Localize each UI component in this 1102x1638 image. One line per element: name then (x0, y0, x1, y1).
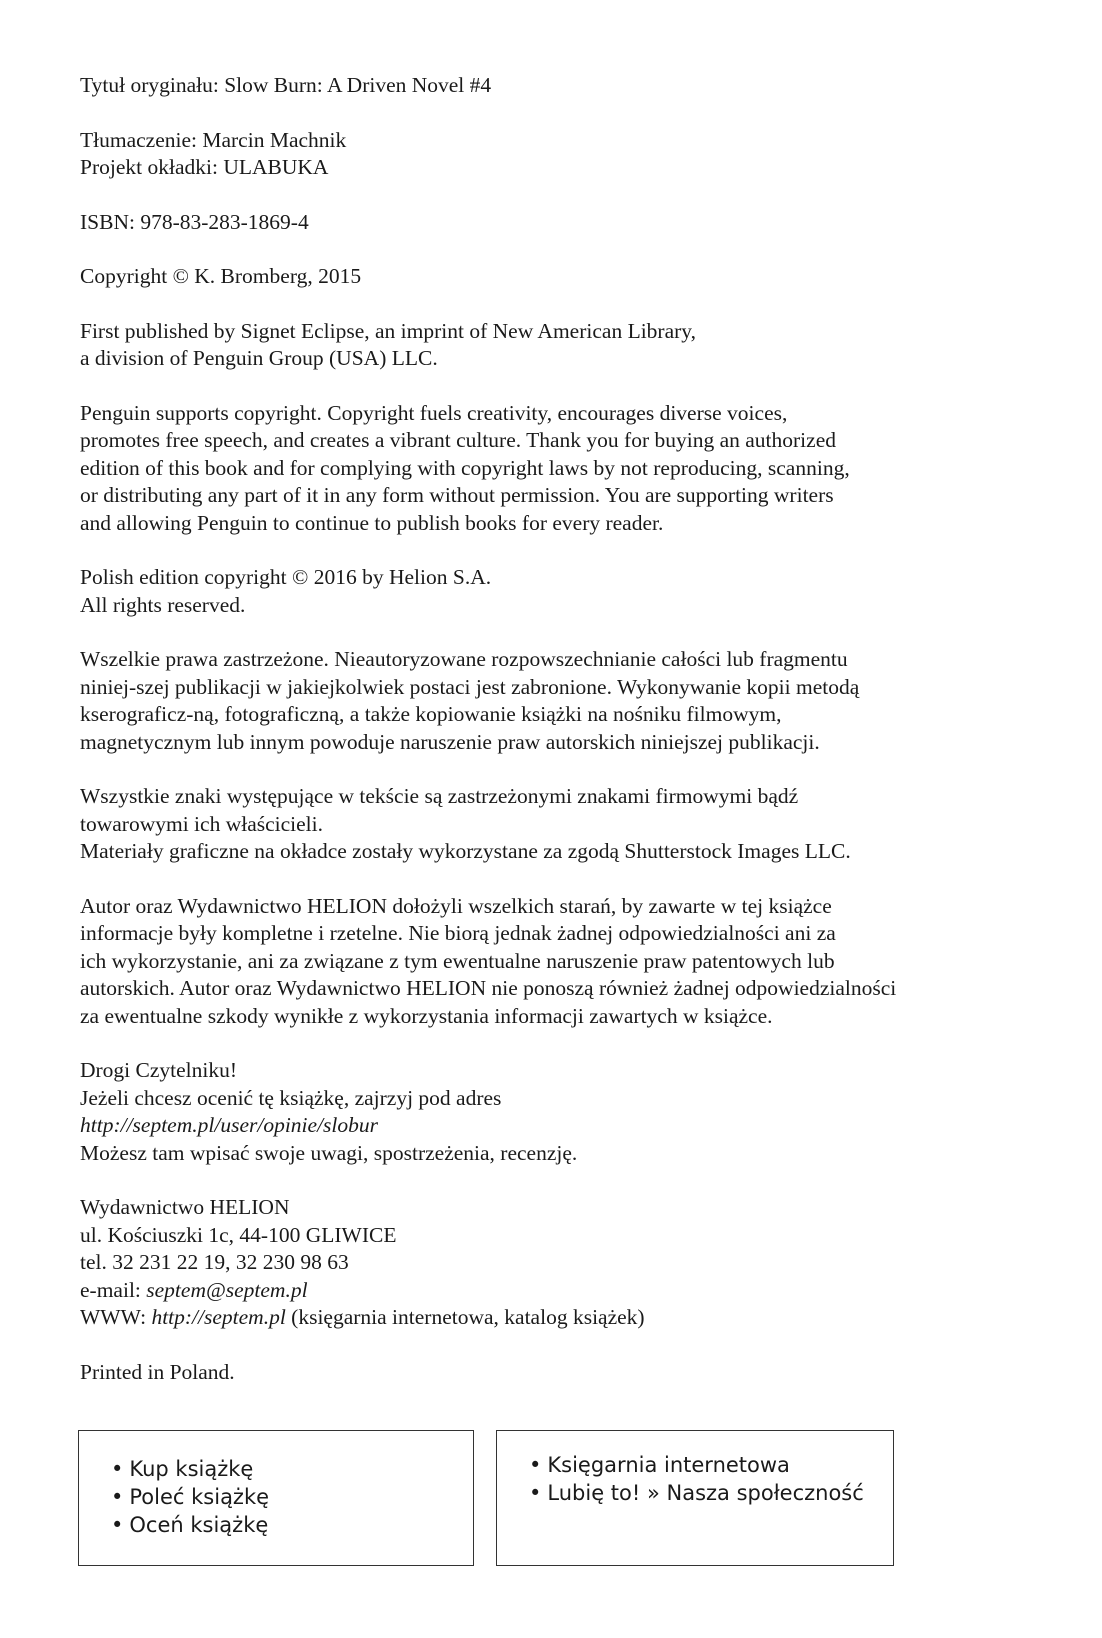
isbn-block (80, 209, 1040, 237)
like-community-link[interactable] (529, 1479, 893, 1507)
links-boxes (78, 1430, 894, 1566)
penguin-notice-line: edition of this book and for complying with copyright laws by not reproducing, scanning, (80, 455, 850, 480)
disclaimer-block (80, 893, 1040, 1031)
bullet: • (529, 1481, 542, 1505)
reader-block (80, 1057, 1040, 1167)
bullet: • (111, 1457, 124, 1481)
penguin-notice-block (80, 400, 1040, 538)
publisher-address: ul. Kościuszki 1c, 44-100 GLIWICE (80, 1222, 397, 1247)
disclaimer-line: Autor oraz Wydawnictwo HELION dołożyli wszelkich starań, by zawarte w tej książce (80, 893, 832, 918)
trademarks-line: Materiały graficzne na okładce zostały wykorzystane za zgodą Shutterstock Images LLC. (80, 839, 851, 863)
recommend-book-link[interactable] (111, 1483, 473, 1511)
email-link[interactable]: septem@septem.pl (146, 1277, 308, 1302)
rights-pl-block (80, 646, 1040, 756)
publisher-block (80, 1194, 1040, 1332)
bullet: • (529, 1453, 542, 1477)
buy-book-link[interactable] (111, 1455, 473, 1483)
like-community-label: Lubię to! » Nasza społeczność (547, 1481, 864, 1505)
penguin-notice-line: and allowing Penguin to continue to publish books for every reader. (80, 510, 664, 535)
polish-edition-line: Polish edition copyright © 2016 by Helion S.A. (80, 565, 492, 589)
bullet: • (111, 1485, 124, 1509)
community-box (496, 1430, 894, 1566)
penguin-notice-line: or distributing any part of it in any form without permission. You are supporting writers (80, 483, 834, 507)
copyright-line: Copyright © K. Bromberg, 2015 (80, 264, 362, 288)
credits-block (80, 127, 1040, 182)
publisher-phone: tel. 32 231 22 19, 32 230 98 63 (80, 1250, 349, 1274)
publisher-email-row (80, 1277, 1040, 1305)
disclaimer-line: za ewentualne szkody wynikłe z wykorzystania informacji zawartych w książce. (80, 1003, 773, 1028)
polish-edition-line: All rights reserved. (80, 592, 246, 617)
review-link[interactable]: http://septem.pl/user/opinie/slobur (80, 1113, 378, 1137)
printed-block (80, 1359, 1040, 1387)
penguin-notice-line: Penguin supports copyright. Copyright fuels creativity, encourages diverse voices, (80, 400, 788, 425)
cover-credit: Projekt okładki: ULABUKA (80, 155, 329, 179)
buy-book-label: Kup książkę (129, 1457, 254, 1481)
copyright-page (80, 72, 1040, 1413)
reader-greeting: Drogi Czytelniku! (80, 1058, 238, 1082)
www-link[interactable]: http://septem.pl (151, 1305, 286, 1329)
recommend-book-label: Poleć książkę (129, 1485, 270, 1509)
rate-book-label: Oceń książkę (129, 1513, 269, 1537)
online-bookstore-label: Księgarnia internetowa (547, 1453, 790, 1477)
bullet: • (111, 1513, 124, 1537)
penguin-notice-line: promotes free speech, and creates a vibrant culture. Thank you for buying an authorized (80, 428, 836, 452)
original-title-block (80, 72, 1040, 100)
www-note: (księgarnia internetowa, katalog książek) (285, 1305, 645, 1329)
rights-pl-line: niniej-szej publikacji w jakiejkolwiek postaci jest zabronione. Wykonywanie kopii metodą (80, 674, 860, 699)
reader-prompt: Jeżeli chcesz ocenić tę książkę, zajrzyj pod adres (80, 1085, 502, 1110)
email-label: e-mail: (80, 1277, 147, 1302)
first-published-line: First published by Signet Eclipse, an imprint of New American Library, (80, 318, 697, 343)
rights-pl-line: kserograficz-ną, fotograficzną, a także kopiowanie książki na nośniku filmowym, (80, 702, 782, 726)
disclaimer-line: autorskich. Autor oraz Wydawnictwo HELION nie ponoszą również żadnej odpowiedzialności (80, 976, 897, 1000)
rights-pl-line: magnetycznym lub innym powoduje naruszenie praw autorskich niniejszej publikacji. (80, 729, 820, 754)
translator-credit: Tłumaczenie: Marcin Machnik (80, 127, 347, 152)
polish-edition-block (80, 564, 1040, 619)
first-published-block (80, 318, 1040, 373)
www-label: WWW: (80, 1305, 152, 1329)
copyright-block (80, 263, 1040, 291)
disclaimer-line: informacje były kompletne i rzetelne. Nie biorą jednak żadnej odpowiedzialności ani za (80, 921, 836, 945)
first-published-line: a division of Penguin Group (USA) LLC. (80, 346, 438, 370)
online-bookstore-link[interactable] (529, 1451, 893, 1479)
publisher-www-row (80, 1304, 1040, 1332)
trademarks-line: Wszystkie znaki występujące w tekście są zastrzeżonymi znakami firmowymi bądź (80, 784, 799, 808)
isbn: ISBN: 978-83-283-1869-4 (80, 209, 309, 234)
original-title: Tytuł oryginału: Slow Burn: A Driven Novel #4 (80, 73, 492, 97)
rate-book-link[interactable] (111, 1511, 473, 1539)
reader-note: Możesz tam wpisać swoje uwagi, spostrzeżenia, recenzję. (80, 1140, 578, 1165)
book-actions-box (78, 1430, 474, 1566)
publisher-name: Wydawnictwo HELION (80, 1195, 290, 1219)
trademarks-line: towarowymi ich właścicieli. (80, 811, 323, 836)
printed-in: Printed in Poland. (80, 1359, 235, 1384)
trademarks-block (80, 783, 1040, 866)
disclaimer-line: ich wykorzystanie, ani za związane z tym ewentualne naruszenie praw patentowych lub (80, 948, 835, 973)
rights-pl-line: Wszelkie prawa zastrzeżone. Nieautoryzowane rozpowszechnianie całości lub fragmentu (80, 647, 848, 671)
